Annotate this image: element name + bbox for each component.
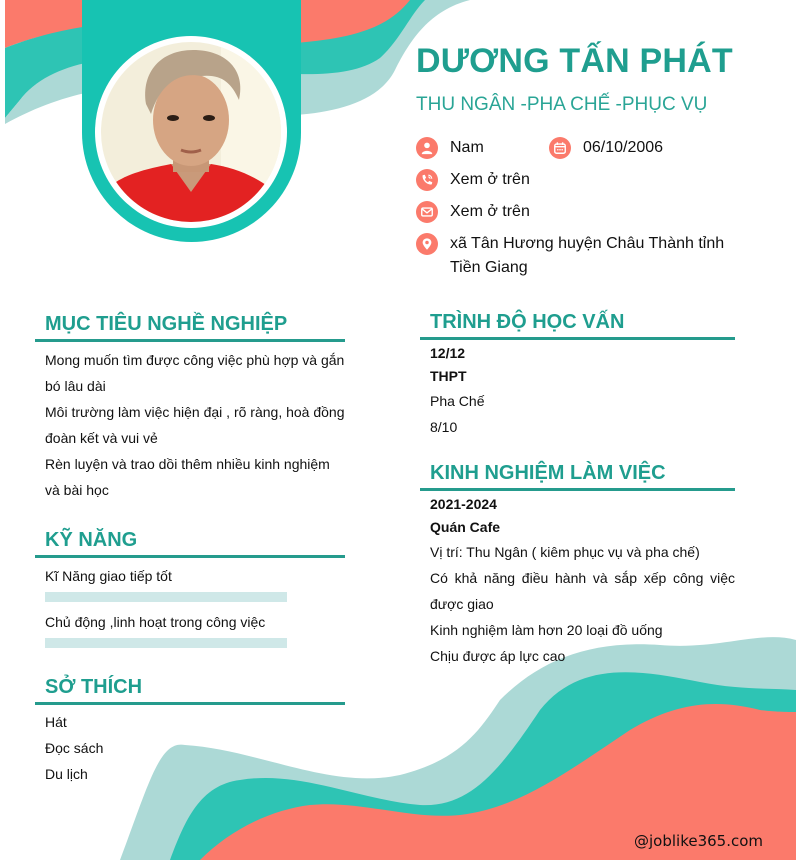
experience-line: Có khả năng điều hành và sắp xếp công việc được giao <box>430 570 735 612</box>
section-title: SỞ THÍCH <box>35 676 345 705</box>
calendar-icon <box>549 137 571 159</box>
experience-period: 2021-2024 <box>430 496 497 512</box>
mail-icon <box>416 201 438 223</box>
section-education <box>420 311 735 440</box>
section-skills <box>35 529 345 658</box>
contact-address <box>416 233 756 280</box>
phone-icon <box>416 169 438 191</box>
skill-item <box>45 566 345 602</box>
objective-line: Mong muốn tìm được công việc phù hợp và gắn bó lâu dài <box>45 352 345 394</box>
contact-birthday <box>549 137 663 160</box>
experience-company: Quán Cafe <box>430 519 501 535</box>
section-title: KINH NGHIỆM LÀM VIỆC <box>420 462 735 491</box>
objective-line: Môi trường làm việc hiện đại , rõ ràng, hoà đồng đoàn kết và vui vẻ <box>45 404 345 446</box>
education-major: Pha Chế <box>430 393 485 409</box>
section-objective <box>35 313 345 503</box>
skill-bar <box>45 592 287 602</box>
education-school: THPT <box>430 368 467 384</box>
avatar <box>101 42 281 222</box>
section-hobbies <box>35 676 345 787</box>
avatar-illustration <box>101 42 281 222</box>
birthday-value: 06/10/2006 <box>583 139 664 156</box>
phone-value: Xem ở trên <box>450 171 530 188</box>
hobby-item: Du lịch <box>45 766 88 782</box>
skill-label: Chủ động ,linh hoạt trong công việc <box>45 614 266 630</box>
education-body <box>420 340 735 440</box>
section-title: MỤC TIÊU NGHỀ NGHIỆP <box>35 313 345 342</box>
location-pin-icon <box>416 233 438 255</box>
section-title: KỸ NĂNG <box>35 529 345 558</box>
hobby-item: Hát <box>45 714 67 730</box>
skill-label: Kĩ Năng giao tiếp tốt <box>45 568 172 584</box>
job-title: THU NGÂN -PHA CHẾ -PHỤC VỤ <box>416 94 708 115</box>
contact-gender <box>416 137 484 160</box>
experience-body <box>420 491 735 669</box>
address-value: xã Tân Hương huyện Châu Thành tỉnh Tiền Giang <box>450 235 725 276</box>
experience-line: Kinh nghiệm làm hơn 20 loại đồ uống <box>430 622 663 638</box>
skills-body <box>35 558 345 648</box>
contact-email <box>416 201 530 224</box>
watermark: @joblike365.com <box>634 832 764 850</box>
education-score: 8/10 <box>430 419 458 435</box>
experience-line: Chịu được áp lực cao <box>430 648 566 664</box>
candidate-name: DƯƠNG TẤN PHÁT <box>416 42 733 80</box>
skill-bar <box>45 638 287 648</box>
section-title: TRÌNH ĐỘ HỌC VẤN <box>420 311 735 340</box>
experience-line: Vị trí: Thu Ngân ( kiêm phục vụ và pha chế) <box>430 544 700 560</box>
contact-phone <box>416 169 530 192</box>
objective-body <box>35 342 345 503</box>
gender-value: Nam <box>450 139 484 156</box>
skill-item <box>45 612 345 648</box>
email-value: Xem ở trên <box>450 203 530 220</box>
user-icon <box>416 137 438 159</box>
section-experience <box>420 462 735 669</box>
hobby-item: Đọc sách <box>45 740 104 756</box>
objective-line: Rèn luyện và trao dồi thêm nhiều kinh nghiệm và bài học <box>45 456 330 498</box>
hobbies-body <box>35 705 345 787</box>
education-period: 12/12 <box>430 345 466 361</box>
